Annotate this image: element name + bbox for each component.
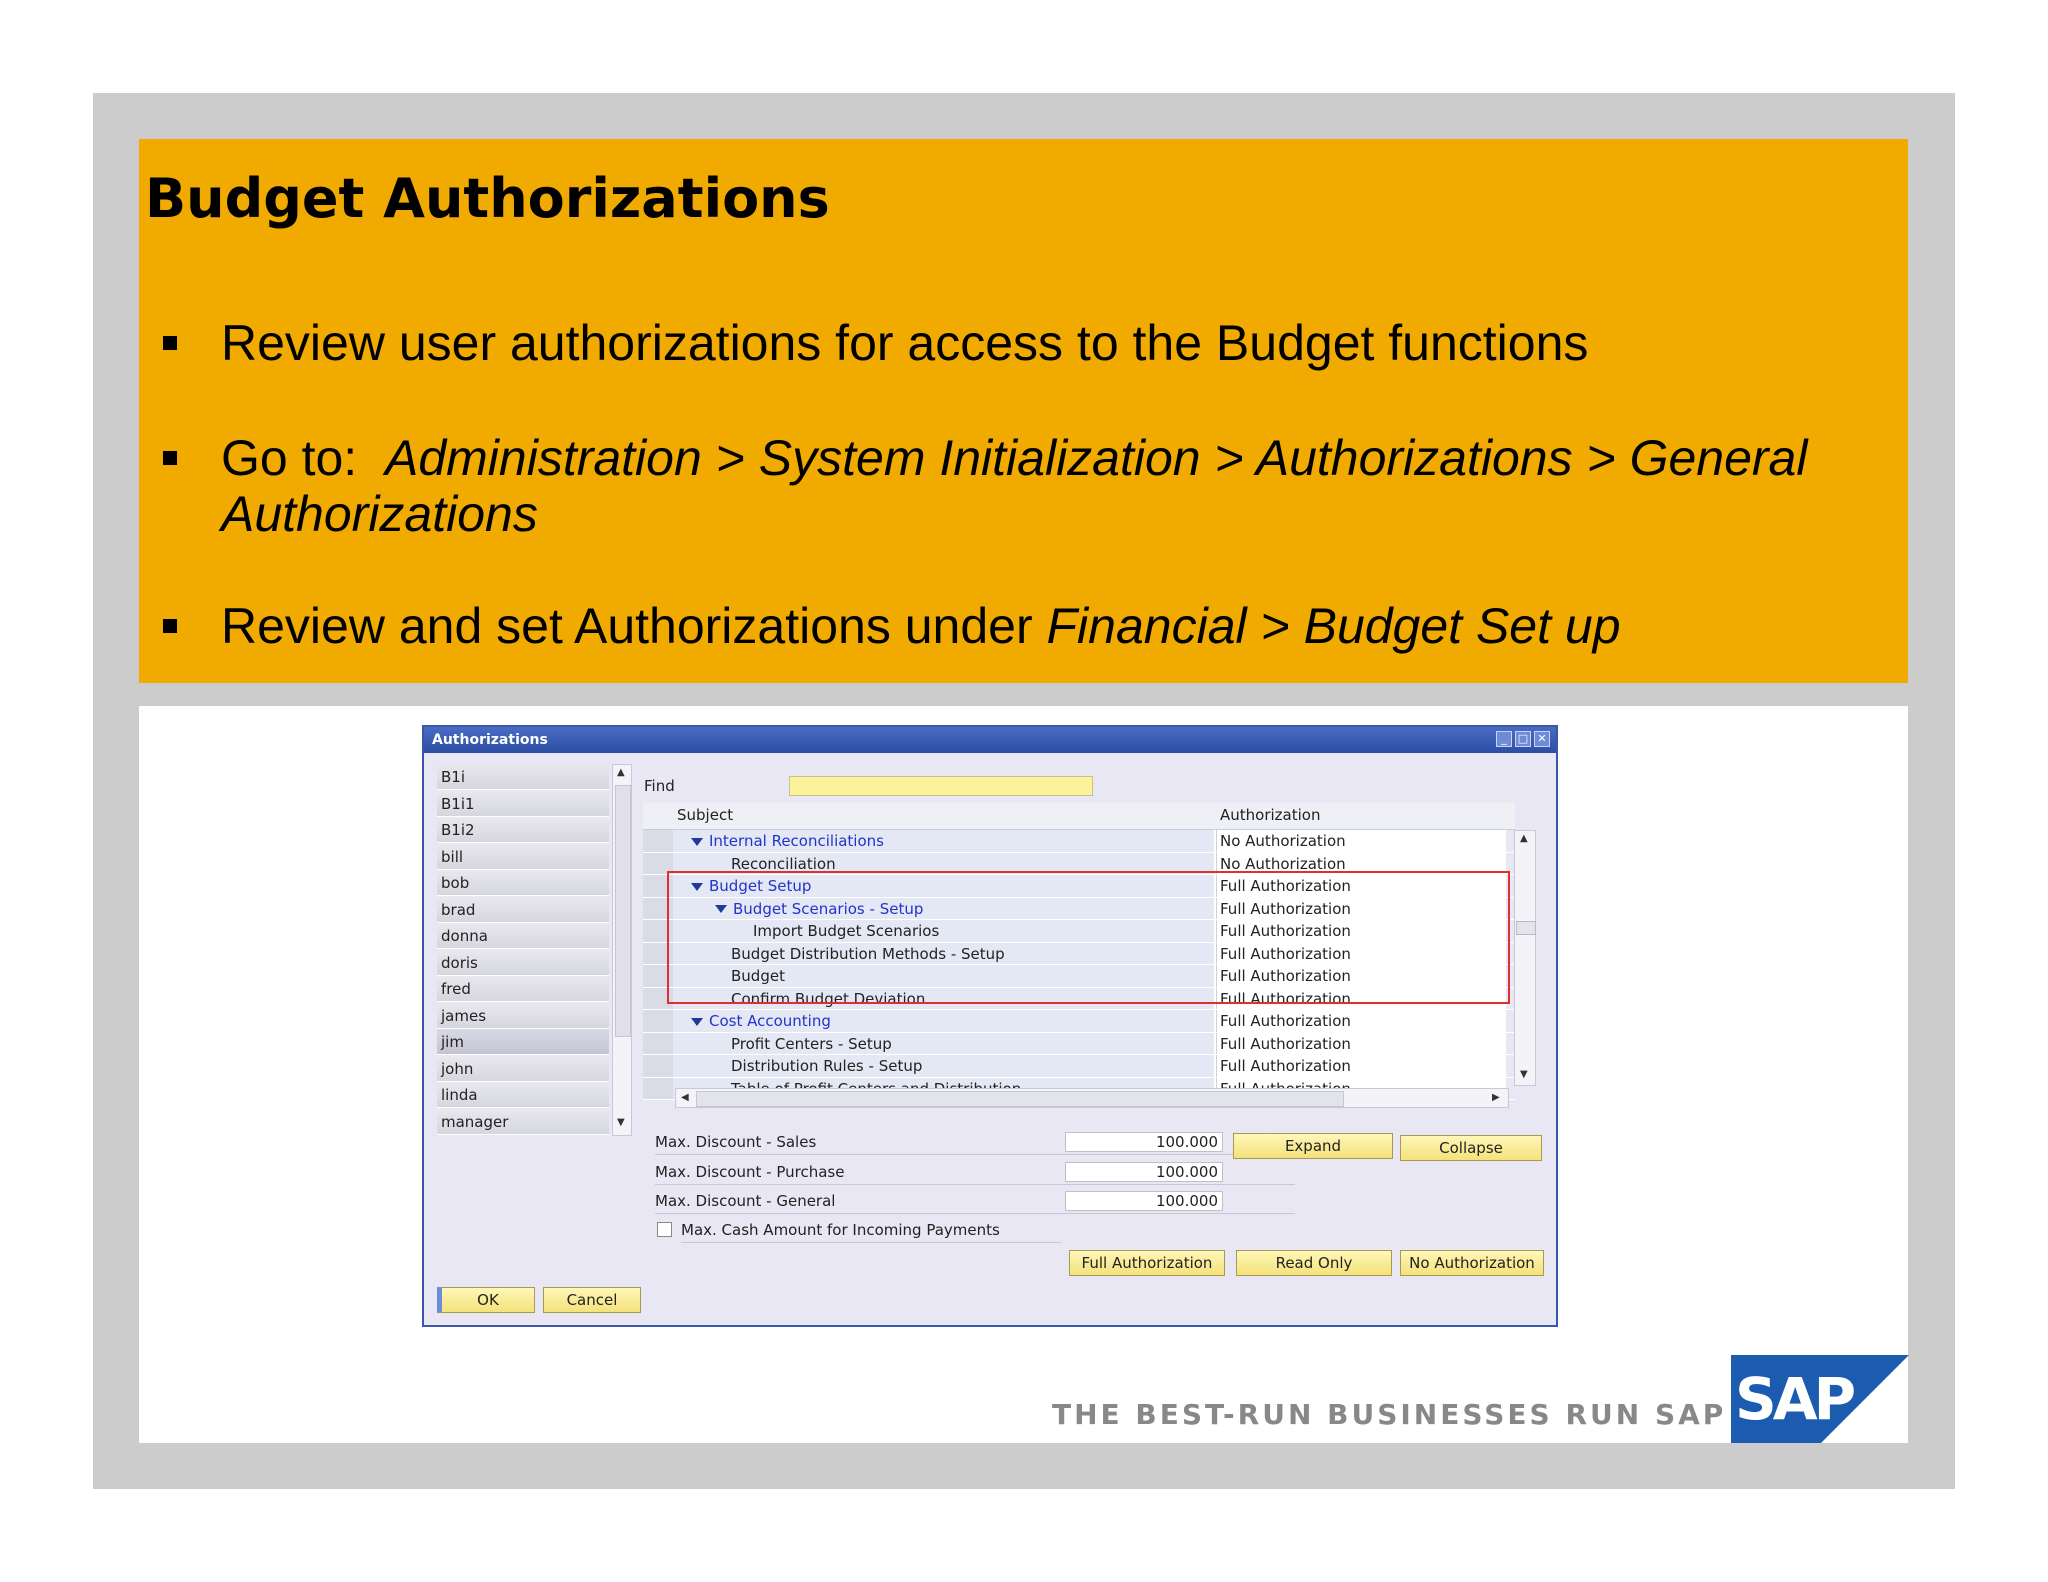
collapse-button[interactable]: Collapse (1400, 1135, 1542, 1161)
user-list-item[interactable]: B1i (437, 764, 609, 790)
bullet-marker (163, 451, 177, 465)
user-list-item[interactable]: B1i2 (437, 817, 609, 843)
slide-header (139, 139, 1908, 683)
max-discount-general-field[interactable]: 100.000 (1065, 1191, 1223, 1211)
window-title: Authorizations (432, 732, 548, 748)
authorization-text: No Authorization (1220, 832, 1346, 850)
user-list-item[interactable]: john (437, 1056, 609, 1082)
scrollbar-thumb[interactable] (696, 1091, 1344, 1107)
authorization-text: Full Authorization (1220, 967, 1351, 985)
find-label: Find (644, 777, 675, 795)
user-list-item[interactable]: bill (437, 844, 609, 870)
authorization-text: Full Authorization (1220, 989, 1351, 1008)
max-discount-general-label: Max. Discount - General (655, 1192, 836, 1210)
close-icon[interactable]: ✕ (1534, 731, 1550, 747)
no-authorization-button[interactable]: No Authorization (1400, 1250, 1544, 1276)
scroll-right-arrow-icon[interactable]: ▶ (1492, 1092, 1500, 1103)
user-list-item[interactable]: manager (437, 1109, 609, 1135)
authorization-text: Full Authorization (1220, 877, 1351, 895)
max-discount-sales-label: Max. Discount - Sales (655, 1133, 817, 1151)
user-list-item[interactable]: linda (437, 1082, 609, 1108)
user-list-item[interactable]: doris (437, 950, 609, 976)
table-row[interactable] (643, 1055, 1515, 1078)
row-header[interactable] (643, 1055, 673, 1077)
scroll-down-arrow-icon[interactable]: ▼ (1520, 1069, 1528, 1080)
subject-text: Confirm Budget Deviation (731, 989, 926, 1008)
divider (681, 1242, 1061, 1243)
user-list-item[interactable]: jim (437, 1029, 609, 1055)
expand-button[interactable]: Expand (1233, 1133, 1393, 1159)
scrollbar-thumb[interactable] (1516, 921, 1536, 935)
table-row[interactable] (643, 830, 1515, 853)
bullet-3-text (221, 598, 1881, 654)
authorizations-window (422, 725, 1558, 1327)
maximize-icon[interactable]: □ (1515, 731, 1531, 747)
subject-text: Budget Scenarios - Setup (733, 899, 924, 918)
slide-title: Budget Authorizations (145, 167, 830, 230)
user-list-item[interactable]: fred (437, 976, 609, 1002)
authorization-cell[interactable] (1216, 1010, 1506, 1032)
subject-text: Distribution Rules - Setup (731, 1057, 923, 1075)
bullet-2-prefix: Go to: (221, 430, 358, 486)
row-header[interactable] (643, 1078, 673, 1100)
subject-cell[interactable] (673, 1010, 1216, 1032)
find-input[interactable] (789, 776, 1093, 796)
authorization-text: Full Authorization (1220, 899, 1351, 918)
subject-cell[interactable] (673, 1033, 1216, 1055)
subject-text: Budget Distribution Methods - Setup (731, 944, 1005, 963)
cancel-button[interactable]: Cancel (543, 1287, 641, 1313)
authorization-cell[interactable] (1216, 1055, 1506, 1077)
grid-scrollbar[interactable] (1514, 830, 1536, 1086)
max-discount-purchase-label: Max. Discount - Purchase (655, 1163, 845, 1181)
sap-logo-text: SAP (1735, 1365, 1853, 1433)
user-list (437, 764, 609, 1136)
subject-text: Budget (731, 967, 785, 985)
table-row[interactable] (643, 1033, 1515, 1056)
divider (655, 1213, 1295, 1214)
max-discount-purchase-field[interactable]: 100.000 (1065, 1162, 1223, 1182)
subject-text: Cost Accounting (709, 1012, 831, 1030)
bullet-2-path: Administration > System Initialization > Authorizations > General Authorizations (221, 430, 1808, 542)
divider (655, 1184, 1295, 1185)
grid-header (643, 803, 1515, 830)
cash-amount-label: Max. Cash Amount for Incoming Payments (681, 1221, 1000, 1239)
user-list-item[interactable]: james (437, 1003, 609, 1029)
user-list-item[interactable]: brad (437, 897, 609, 923)
subject-text: Profit Centers - Setup (731, 1034, 892, 1053)
bullet-2-text (221, 430, 1881, 542)
authorization-cell[interactable] (1216, 830, 1506, 852)
cash-amount-checkbox[interactable] (657, 1222, 672, 1237)
max-discount-sales-field[interactable]: 100.000 (1065, 1132, 1223, 1152)
scroll-up-arrow-icon[interactable]: ▲ (1520, 833, 1528, 844)
column-header-subject[interactable]: Subject (677, 806, 734, 824)
subject-text: Import Budget Scenarios (753, 922, 940, 940)
row-header[interactable] (643, 1033, 673, 1055)
divider (655, 1154, 1295, 1155)
authorization-text: Full Authorization (1220, 944, 1351, 963)
row-header[interactable] (643, 830, 673, 852)
user-list-item[interactable]: B1i1 (437, 791, 609, 817)
authorization-cell[interactable] (1216, 1033, 1506, 1055)
expand-triangle-icon[interactable] (691, 1018, 703, 1026)
authorization-text: No Authorization (1220, 854, 1346, 873)
scrollbar-thumb[interactable] (615, 785, 631, 1037)
window-title-bar[interactable] (424, 727, 1556, 753)
row-header[interactable] (643, 1010, 673, 1032)
minimize-icon[interactable]: _ (1496, 731, 1512, 747)
bullet-3-prefix: Review and set Authorizations under (221, 598, 1033, 654)
subject-cell[interactable] (673, 830, 1216, 852)
scroll-up-arrow-icon[interactable]: ▲ (617, 767, 625, 778)
budget-setup-highlight (667, 871, 1510, 1004)
bullet-marker (163, 619, 177, 633)
full-authorization-button[interactable]: Full Authorization (1069, 1250, 1225, 1276)
sap-tagline: THE BEST-RUN BUSINESSES RUN SAP (1052, 1398, 1727, 1431)
subject-text: Internal Reconciliations (709, 832, 884, 850)
read-only-button[interactable]: Read Only (1236, 1250, 1392, 1276)
authorization-text: Full Authorization (1220, 922, 1351, 940)
table-row[interactable] (643, 1010, 1515, 1033)
sap-logo (1731, 1355, 1909, 1443)
scroll-left-arrow-icon[interactable]: ◀ (681, 1092, 689, 1103)
user-list-scrollbar[interactable] (612, 764, 632, 1136)
column-header-authorization[interactable]: Authorization (1220, 806, 1321, 824)
bullet-marker (163, 336, 177, 350)
scroll-down-arrow-icon[interactable]: ▼ (617, 1117, 625, 1128)
expand-triangle-icon[interactable] (691, 838, 703, 846)
subject-cell[interactable] (673, 1055, 1216, 1077)
authorization-text: Full Authorization (1220, 1057, 1351, 1075)
subject-text: Budget Setup (709, 877, 812, 895)
ok-button[interactable]: OK (437, 1287, 535, 1313)
bullet-3-path: Financial > Budget Set up (1046, 598, 1621, 654)
authorization-text: Full Authorization (1220, 1034, 1351, 1053)
user-list-item[interactable]: bob (437, 870, 609, 896)
grid-horizontal-scrollbar[interactable] (675, 1088, 1509, 1108)
bullet-1-text: Review user authorizations for access to the Budget functions (221, 315, 1589, 371)
user-list-item[interactable]: donna (437, 923, 609, 949)
window-controls (1496, 731, 1550, 747)
subject-text: Reconciliation (731, 854, 836, 873)
authorization-text: Full Authorization (1220, 1012, 1351, 1030)
